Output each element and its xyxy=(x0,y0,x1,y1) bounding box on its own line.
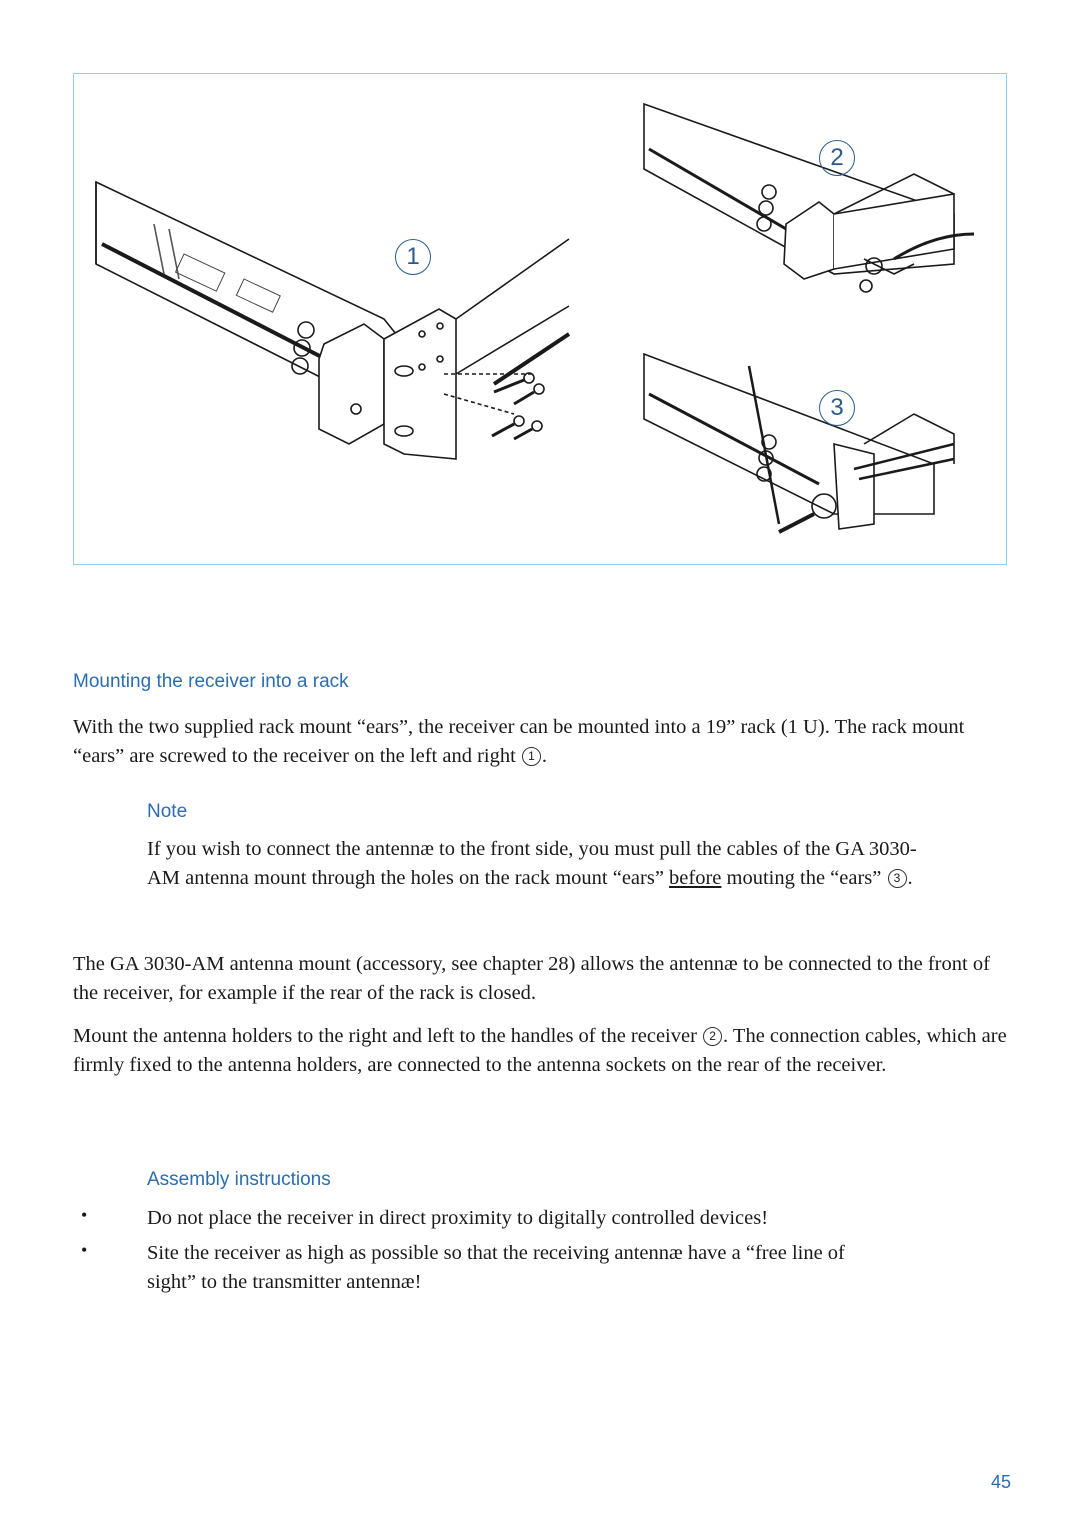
ref-circle-3: 3 xyxy=(888,869,907,888)
note-text-a: If you wish to connect the antennæ to the front side, you must pull the cables of the GA 3030-AM antenna mount through the holes on the rack mount “ears” xyxy=(147,838,917,889)
para3-text-b: . The connection cables, which are firmly fixed to the antenna holders, are connected to the antenna sockets on the rear of the receiver. xyxy=(73,1025,1007,1076)
note-title: Note xyxy=(147,801,188,822)
para3-text-a: Mount the antenna holders to the right and left to the handles of the receiver xyxy=(73,1025,697,1047)
note-underlined: before xyxy=(669,867,722,889)
ref-circle-2: 2 xyxy=(703,1027,722,1046)
assembly-title: Assembly instructions xyxy=(147,1169,331,1190)
assembly-item-2: Site the receiver as high as possible so that the receiving antennæ have a “free line of sight” to the transmitter antennæ! xyxy=(147,1242,845,1293)
paragraph-antenna-holders xyxy=(73,1022,1013,1080)
intro-paragraph xyxy=(73,713,1013,771)
ref-circle-1: 1 xyxy=(522,747,541,766)
note-end: . xyxy=(907,867,913,889)
mounting-illustration xyxy=(73,73,1007,565)
note-text-b: mouting the “ears” xyxy=(726,867,882,889)
rack-mount-drawing xyxy=(74,74,1008,566)
callout-1: 1 xyxy=(395,239,431,275)
paragraph-ga3030: The GA 3030-AM antenna mount (accessory, see chapter 28) allows the antennæ to be connected to the front of the receiver, for example if the rear of the rack is closed. xyxy=(73,953,990,1004)
note-paragraph xyxy=(147,835,937,893)
intro-text: With the two supplied rack mount “ears”, the receiver can be mounted into a 19” rack (1 U). The rack mount “ears” are screwed to the receiver on the left and right xyxy=(73,716,965,767)
section-title: Mounting the receiver into a rack xyxy=(73,671,349,692)
intro-end: . xyxy=(541,745,548,767)
bullet-2: • xyxy=(81,1240,88,1260)
bullet-1: • xyxy=(81,1205,88,1225)
callout-3: 3 xyxy=(819,390,855,426)
assembly-item-1: Do not place the receiver in direct proximity to digitally controlled devices! xyxy=(147,1207,769,1229)
callout-2: 2 xyxy=(819,140,855,176)
page-number: 45 xyxy=(990,1472,1011,1492)
